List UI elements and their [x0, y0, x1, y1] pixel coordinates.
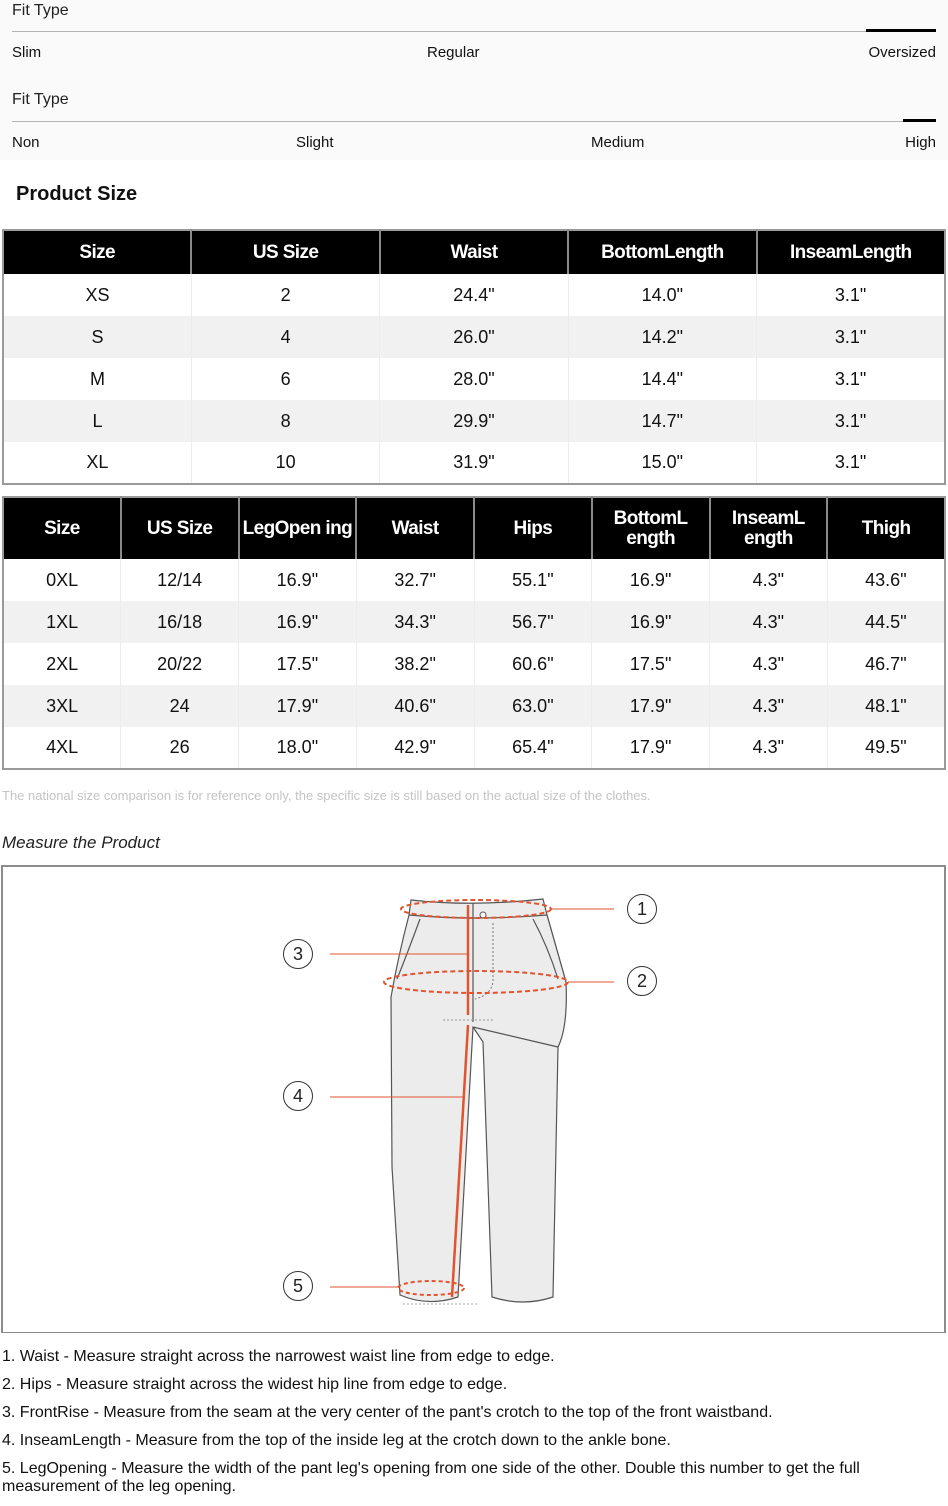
- table-cell: 44.5": [827, 601, 945, 643]
- table-cell: 4.3": [710, 727, 828, 769]
- table-cell: 48.1": [827, 685, 945, 727]
- fit-scale-track: [12, 31, 936, 32]
- column-header: Waist: [356, 497, 474, 559]
- instruction-leg-opening: 5. LegOpening - Measure the width of the pant leg's opening from one side of the other. Double this number to get the full measurement of the leg opening.: [2, 1460, 860, 1495]
- table-cell: 3.1": [757, 274, 945, 316]
- table-row: [3, 685, 945, 727]
- table-cell: 1XL: [3, 601, 121, 643]
- table-cell: 18.0": [239, 727, 357, 769]
- instruction-hips: 2. Hips - Measure straight across the widest hip line from edge to edge.: [2, 1376, 508, 1393]
- table-cell: 14.2": [568, 316, 756, 358]
- table-cell: 40.6": [356, 685, 474, 727]
- table-cell: 10: [191, 442, 379, 484]
- fit-scale-marker: [866, 29, 936, 32]
- fit-type-title: Fit Type: [12, 2, 69, 19]
- column-header: US Size: [121, 497, 239, 559]
- table-cell: 4.3": [710, 601, 828, 643]
- table-cell: 16.9": [592, 559, 710, 601]
- table-cell: 3XL: [3, 685, 121, 727]
- product-size-title: Product Size: [16, 183, 138, 205]
- table-cell: 3.1": [757, 316, 945, 358]
- table-header-row: [3, 497, 945, 559]
- table-cell: 4.3": [710, 685, 828, 727]
- table-cell: 17.9": [592, 727, 710, 769]
- table-cell: 14.0": [568, 274, 756, 316]
- pants-illustration: [3, 867, 948, 1335]
- table-cell: 8: [191, 400, 379, 442]
- table-cell: 16.9": [239, 601, 357, 643]
- table-header-row: [3, 230, 945, 274]
- fit-label-high: High: [905, 134, 936, 151]
- column-header: Size: [3, 497, 121, 559]
- table-row: [3, 442, 945, 484]
- table-row: [3, 274, 945, 316]
- marker-4-icon: 4: [283, 1081, 313, 1111]
- fit-label-medium: Medium: [591, 134, 645, 151]
- fit-scale-marker: [903, 119, 936, 122]
- table-cell: 24: [121, 685, 239, 727]
- table-cell: 42.9": [356, 727, 474, 769]
- table-cell: 2XL: [3, 643, 121, 685]
- fit-type-scale-1: [0, 0, 948, 80]
- table-cell: 4: [191, 316, 379, 358]
- table-cell: 29.9": [380, 400, 568, 442]
- table-cell: 55.1": [474, 559, 592, 601]
- table-cell: 3.1": [757, 442, 945, 484]
- table-cell: 26.0": [380, 316, 568, 358]
- instruction-waist: 1. Waist - Measure straight across the narrowest waist line from edge to edge.: [2, 1348, 555, 1365]
- table-row: [3, 358, 945, 400]
- table-cell: 14.7": [568, 400, 756, 442]
- table-cell: 32.7": [356, 559, 474, 601]
- fit-label-regular: Regular: [427, 44, 480, 61]
- table-cell: 12/14: [121, 559, 239, 601]
- table-cell: 60.6": [474, 643, 592, 685]
- table-cell: 17.5": [239, 643, 357, 685]
- marker-5-icon: 5: [283, 1271, 313, 1301]
- fit-scale-track: [12, 121, 936, 122]
- table-cell: L: [3, 400, 191, 442]
- table-cell: 26: [121, 727, 239, 769]
- column-header: InseamL ength: [710, 497, 828, 559]
- marker-3-icon: 3: [283, 939, 313, 969]
- table-cell: 0XL: [3, 559, 121, 601]
- table-row: [3, 643, 945, 685]
- table-cell: 20/22: [121, 643, 239, 685]
- table-cell: 28.0": [380, 358, 568, 400]
- fit-label-slight: Slight: [296, 134, 334, 151]
- table-cell: 16.9": [592, 601, 710, 643]
- table-row: [3, 316, 945, 358]
- table-row: [3, 400, 945, 442]
- measurement-diagram: [1, 865, 946, 1333]
- table-cell: 2: [191, 274, 379, 316]
- table-cell: 14.4": [568, 358, 756, 400]
- table-cell: 65.4": [474, 727, 592, 769]
- table-cell: 49.5": [827, 727, 945, 769]
- fit-type-title: Fit Type: [12, 91, 69, 108]
- fit-label-oversized: Oversized: [868, 44, 936, 61]
- table-cell: 3.1": [757, 400, 945, 442]
- instruction-front-rise: 3. FrontRise - Measure from the seam at the very center of the pant's crotch to the top of the front waistband.: [2, 1404, 773, 1421]
- size-table-regular: [2, 229, 946, 485]
- table-cell: XS: [3, 274, 191, 316]
- table-cell: 3.1": [757, 358, 945, 400]
- table-cell: 38.2": [356, 643, 474, 685]
- column-header: Size: [3, 230, 191, 274]
- column-header: BottomL ength: [592, 497, 710, 559]
- instruction-inseam: 4. InseamLength - Measure from the top of the inside leg at the crotch down to the ankle bone.: [2, 1432, 671, 1449]
- table-cell: 4.3": [710, 643, 828, 685]
- table-cell: 17.5": [592, 643, 710, 685]
- table-cell: 4.3": [710, 559, 828, 601]
- size-table-plus: [2, 496, 946, 770]
- table-cell: 34.3": [356, 601, 474, 643]
- table-cell: 16.9": [239, 559, 357, 601]
- column-header: US Size: [191, 230, 379, 274]
- measurement-instructions: [2, 1348, 946, 1506]
- table-cell: 16/18: [121, 601, 239, 643]
- table-cell: 15.0": [568, 442, 756, 484]
- table-row: [3, 727, 945, 769]
- measure-title: Measure the Product: [2, 833, 160, 852]
- column-header: Hips: [474, 497, 592, 559]
- column-header: InseamLength: [757, 230, 945, 274]
- table-cell: XL: [3, 442, 191, 484]
- column-header: Waist: [380, 230, 568, 274]
- table-cell: 17.9": [592, 685, 710, 727]
- table-cell: 4XL: [3, 727, 121, 769]
- table-cell: M: [3, 358, 191, 400]
- table-cell: 63.0": [474, 685, 592, 727]
- table-cell: 46.7": [827, 643, 945, 685]
- table-cell: 17.9": [239, 685, 357, 727]
- fit-type-scale-2: [0, 80, 948, 160]
- table-cell: S: [3, 316, 191, 358]
- marker-2-icon: 2: [627, 966, 657, 996]
- table-cell: 24.4": [380, 274, 568, 316]
- fit-label-non: Non: [12, 134, 40, 151]
- table-cell: 31.9": [380, 442, 568, 484]
- table-cell: 6: [191, 358, 379, 400]
- column-header: Thigh: [827, 497, 945, 559]
- size-reference-note: The national size comparison is for reference only, the specific size is still based on the actual size of the clothes.: [2, 788, 651, 803]
- table-cell: 43.6": [827, 559, 945, 601]
- table-row: [3, 601, 945, 643]
- fit-label-slim: Slim: [12, 44, 42, 61]
- table-row: [3, 559, 945, 601]
- column-header: LegOpen ing: [239, 497, 357, 559]
- table-cell: 56.7": [474, 601, 592, 643]
- marker-1-icon: 1: [627, 894, 657, 924]
- column-header: BottomLength: [568, 230, 756, 274]
